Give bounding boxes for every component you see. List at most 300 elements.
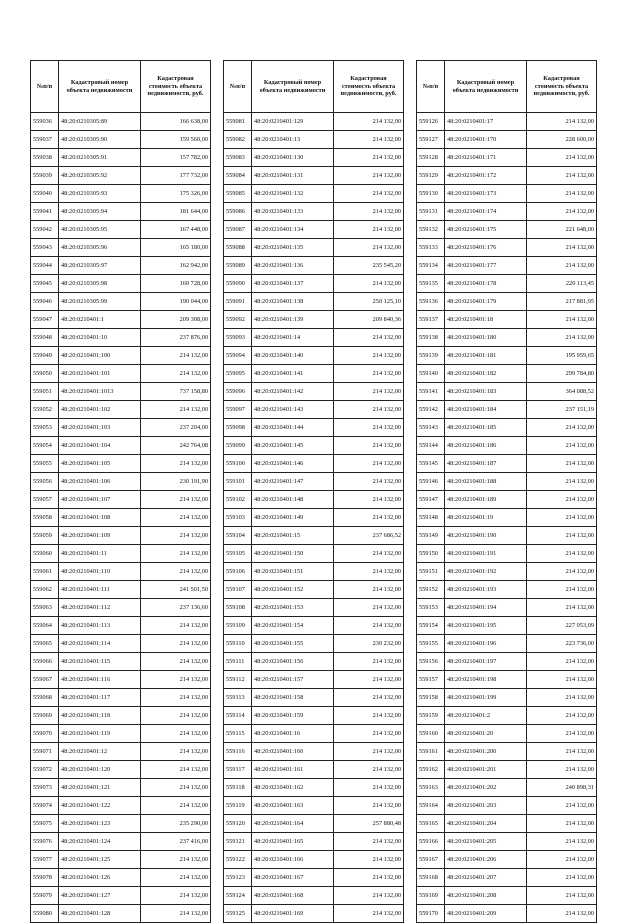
row-number: 559051 — [31, 383, 59, 401]
cadastral-number: 48:20:0210401:14 — [252, 329, 334, 347]
cadastral-number: 48:20:0210401:143 — [252, 401, 334, 419]
table-row — [224, 527, 404, 545]
cadastral-number: 48:20:0210401:13 — [252, 131, 334, 149]
cadastral-value: 166 638,00 — [141, 113, 211, 131]
table-row — [31, 563, 211, 581]
cadastral-number: 48:20:0210401:195 — [445, 617, 527, 635]
row-number: 559044 — [31, 257, 59, 275]
cadastral-value: 214 132,00 — [527, 509, 597, 527]
row-number: 559058 — [31, 509, 59, 527]
cadastral-value: 214 132,00 — [334, 779, 404, 797]
cadastral-number: 48:20:0210401:131 — [252, 167, 334, 185]
cadastral-number: 48:20:0210401:188 — [445, 473, 527, 491]
cadastral-number: 48:20:0210401:118 — [59, 707, 141, 725]
table-row — [224, 725, 404, 743]
row-number: 559039 — [31, 167, 59, 185]
row-number: 559127 — [417, 131, 445, 149]
table-row — [417, 365, 597, 383]
row-number: 559160 — [417, 725, 445, 743]
cadastral-value: 214 132,00 — [527, 239, 597, 257]
table-row — [31, 779, 211, 797]
cadastral-value: 257 880,48 — [334, 815, 404, 833]
table-row — [224, 869, 404, 887]
cadastral-number: 48:20:0210401:191 — [445, 545, 527, 563]
table-row — [31, 725, 211, 743]
cadastral-value: 214 132,00 — [141, 653, 211, 671]
cadastral-number: 48:20:0210401:167 — [252, 869, 334, 887]
table-row — [224, 167, 404, 185]
table-row — [224, 599, 404, 617]
table-row — [417, 329, 597, 347]
table-row — [224, 491, 404, 509]
table-row — [417, 113, 597, 131]
cadastral-value: 230 191,90 — [141, 473, 211, 491]
row-number: 559073 — [31, 779, 59, 797]
cadastral-number: 48:20:0210305:90 — [59, 131, 141, 149]
table-row — [224, 851, 404, 869]
row-number: 559108 — [224, 599, 252, 617]
cadastral-value: 209 308,00 — [141, 311, 211, 329]
table-row — [31, 401, 211, 419]
cadastral-value: 214 132,00 — [527, 869, 597, 887]
cadastral-value: 214 132,00 — [334, 329, 404, 347]
row-number: 559104 — [224, 527, 252, 545]
row-number: 559112 — [224, 671, 252, 689]
cadastral-value: 214 132,00 — [334, 689, 404, 707]
row-number: 559081 — [224, 113, 252, 131]
cadastral-value: 214 132,00 — [141, 365, 211, 383]
table-row — [417, 581, 597, 599]
cadastral-value: 214 132,00 — [527, 527, 597, 545]
cadastral-value: 364 088,52 — [527, 383, 597, 401]
row-number: 559084 — [224, 167, 252, 185]
table-row — [31, 311, 211, 329]
cadastral-value: 160 728,00 — [141, 275, 211, 293]
row-number: 559042 — [31, 221, 59, 239]
cadastral-value: 214 132,00 — [141, 689, 211, 707]
cadastral-value: 214 132,00 — [527, 905, 597, 923]
cadastral-number: 48:20:0210305:99 — [59, 293, 141, 311]
cadastral-number: 48:20:0210401:11 — [59, 545, 141, 563]
row-number: 559163 — [417, 779, 445, 797]
cadastral-number: 48:20:0210401:151 — [252, 563, 334, 581]
cadastral-value: 214 132,00 — [334, 455, 404, 473]
cadastral-number: 48:20:0210401:17 — [445, 113, 527, 131]
cadastral-value: 214 132,00 — [527, 437, 597, 455]
cadastral-value: 195 959,65 — [527, 347, 597, 365]
cadastral-number: 48:20:0210305:94 — [59, 203, 141, 221]
table-row — [224, 779, 404, 797]
cadastral-number: 48:20:0210401:115 — [59, 653, 141, 671]
row-number: 559080 — [31, 905, 59, 923]
cadastral-number: 48:20:0210401:1013 — [59, 383, 141, 401]
row-number: 559043 — [31, 239, 59, 257]
cadastral-number: 48:20:0210401:171 — [445, 149, 527, 167]
cadastral-value: 214 132,00 — [334, 437, 404, 455]
row-number: 559091 — [224, 293, 252, 311]
row-number: 559169 — [417, 887, 445, 905]
table-row — [417, 815, 597, 833]
table-row — [417, 761, 597, 779]
cadastral-number: 48:20:0210401:16 — [252, 725, 334, 743]
table-row — [417, 311, 597, 329]
cadastral-value: 214 132,00 — [141, 545, 211, 563]
table-row — [224, 905, 404, 923]
row-number: 559062 — [31, 581, 59, 599]
table-row — [417, 401, 597, 419]
row-number: 559067 — [31, 671, 59, 689]
cadastral-value: 235 545,20 — [334, 257, 404, 275]
row-number: 559149 — [417, 527, 445, 545]
row-number: 559150 — [417, 545, 445, 563]
cadastral-number: 48:20:0210401:104 — [59, 437, 141, 455]
cadastral-number: 48:20:0210401:190 — [445, 527, 527, 545]
row-number: 559046 — [31, 293, 59, 311]
table-row — [417, 419, 597, 437]
cadastral-value: 214 132,00 — [334, 761, 404, 779]
cadastral-value: 214 132,00 — [141, 887, 211, 905]
cadastral-number: 48:20:0210401:203 — [445, 797, 527, 815]
header-cadastral: Кадастровый номер объекта недвижимости — [445, 61, 527, 113]
row-number: 559154 — [417, 617, 445, 635]
cadastral-number: 48:20:0210401:169 — [252, 905, 334, 923]
header-cadastral: Кадастровый номер объекта недвижимости — [59, 61, 141, 113]
cadastral-number: 48:20:0210401:110 — [59, 563, 141, 581]
table-row — [417, 185, 597, 203]
cadastral-value: 230 232,00 — [334, 635, 404, 653]
cadastral-value: 214 132,00 — [334, 221, 404, 239]
cadastral-value: 214 132,00 — [334, 401, 404, 419]
row-number: 559119 — [224, 797, 252, 815]
cadastral-value: 214 132,00 — [334, 581, 404, 599]
cadastral-value: 214 132,00 — [334, 347, 404, 365]
table-row — [224, 761, 404, 779]
cadastral-value: 214 132,00 — [527, 491, 597, 509]
row-number: 559116 — [224, 743, 252, 761]
cadastral-value: 214 132,00 — [141, 797, 211, 815]
cadastral-number: 48:20:0210401:140 — [252, 347, 334, 365]
row-number: 559132 — [417, 221, 445, 239]
header-row — [31, 61, 211, 113]
cadastral-number: 48:20:0210401:129 — [252, 113, 334, 131]
cadastral-number: 48:20:0210401:120 — [59, 761, 141, 779]
table-row — [417, 527, 597, 545]
cadastral-number: 48:20:0210401:19 — [445, 509, 527, 527]
cadastral-value: 214 132,00 — [334, 185, 404, 203]
row-number: 559145 — [417, 455, 445, 473]
cadastral-value: 214 132,00 — [334, 275, 404, 293]
table-row — [31, 581, 211, 599]
cadastral-value: 237 876,00 — [141, 329, 211, 347]
cadastral-value: 214 132,00 — [141, 455, 211, 473]
row-number: 559129 — [417, 167, 445, 185]
cadastral-value: 214 132,00 — [334, 887, 404, 905]
cadastral-value: 214 132,00 — [527, 797, 597, 815]
cadastral-value: 159 560,00 — [141, 131, 211, 149]
table-row — [417, 671, 597, 689]
table-row — [224, 149, 404, 167]
row-number: 559065 — [31, 635, 59, 653]
row-number: 559069 — [31, 707, 59, 725]
table-row — [31, 797, 211, 815]
table-row — [417, 635, 597, 653]
cadastral-value: 214 132,00 — [334, 419, 404, 437]
row-number: 559115 — [224, 725, 252, 743]
cadastral-number: 48:20:0210401:114 — [59, 635, 141, 653]
cadastral-value: 214 132,00 — [334, 905, 404, 923]
cadastral-value: 214 132,00 — [141, 563, 211, 581]
table-row — [417, 797, 597, 815]
table-row — [417, 203, 597, 221]
table-row — [417, 293, 597, 311]
cadastral-number: 48:20:0210305:92 — [59, 167, 141, 185]
cadastral-value: 162 942,00 — [141, 257, 211, 275]
cadastral-number: 48:20:0210401:105 — [59, 455, 141, 473]
table-row — [224, 329, 404, 347]
row-number: 559159 — [417, 707, 445, 725]
row-number: 559157 — [417, 671, 445, 689]
cadastral-value: 214 132,00 — [141, 779, 211, 797]
cadastral-value: 214 132,00 — [141, 347, 211, 365]
row-number: 559036 — [31, 113, 59, 131]
cadastral-number: 48:20:0210401:150 — [252, 545, 334, 563]
cadastral-value: 214 132,00 — [141, 509, 211, 527]
cadastral-number: 48:20:0210401:199 — [445, 689, 527, 707]
cadastral-number: 48:20:0210401:159 — [252, 707, 334, 725]
row-number: 559092 — [224, 311, 252, 329]
cadastral-value: 177 732,00 — [141, 167, 211, 185]
row-number: 559063 — [31, 599, 59, 617]
table-row — [31, 869, 211, 887]
cadastral-value: 214 132,00 — [527, 419, 597, 437]
cadastral-number: 48:20:0210305:93 — [59, 185, 141, 203]
cadastral-value: 220 113,45 — [527, 275, 597, 293]
row-number: 559049 — [31, 347, 59, 365]
row-number: 559168 — [417, 869, 445, 887]
row-number: 559166 — [417, 833, 445, 851]
table-row — [417, 545, 597, 563]
cadastral-number: 48:20:0210401:172 — [445, 167, 527, 185]
table-row — [417, 833, 597, 851]
cadastral-number: 48:20:0210401:202 — [445, 779, 527, 797]
cadastral-number: 48:20:0210305:95 — [59, 221, 141, 239]
cadastral-value: 214 132,00 — [334, 203, 404, 221]
cadastral-number: 48:20:0210401:123 — [59, 815, 141, 833]
cadastral-value: 241 501,50 — [141, 581, 211, 599]
row-number: 559130 — [417, 185, 445, 203]
cadastral-number: 48:20:0210401:174 — [445, 203, 527, 221]
table-row — [417, 131, 597, 149]
table-row — [31, 383, 211, 401]
row-number: 559096 — [224, 383, 252, 401]
row-number: 559078 — [31, 869, 59, 887]
cadastral-value: 214 132,00 — [527, 185, 597, 203]
table-row — [31, 689, 211, 707]
row-number: 559047 — [31, 311, 59, 329]
cadastral-number: 48:20:0210401:187 — [445, 455, 527, 473]
cadastral-number: 48:20:0210401:183 — [445, 383, 527, 401]
row-number: 559099 — [224, 437, 252, 455]
cadastral-number: 48:20:0210401:156 — [252, 653, 334, 671]
table-row — [31, 221, 211, 239]
table-row — [224, 293, 404, 311]
cadastral-value: 237 686,52 — [334, 527, 404, 545]
row-number: 559040 — [31, 185, 59, 203]
cadastral-value: 299 784,80 — [527, 365, 597, 383]
row-number: 559053 — [31, 419, 59, 437]
table-row — [417, 599, 597, 617]
cadastral-value: 214 132,00 — [141, 527, 211, 545]
row-number: 559137 — [417, 311, 445, 329]
cadastral-number: 48:20:0210401:126 — [59, 869, 141, 887]
cadastral-value: 214 132,00 — [334, 797, 404, 815]
cadastral-value: 214 132,00 — [527, 563, 597, 581]
table-row — [31, 185, 211, 203]
table-row — [224, 455, 404, 473]
row-number: 559087 — [224, 221, 252, 239]
table-row — [224, 671, 404, 689]
cadastral-number: 48:20:0210401:113 — [59, 617, 141, 635]
table-row — [31, 293, 211, 311]
cadastral-number: 48:20:0210401:144 — [252, 419, 334, 437]
cadastral-value: 242 764,08 — [141, 437, 211, 455]
cadastral-number: 48:20:0210401:148 — [252, 491, 334, 509]
table-row — [31, 617, 211, 635]
table-row — [31, 653, 211, 671]
cadastral-number: 48:20:0210401:189 — [445, 491, 527, 509]
row-number: 559077 — [31, 851, 59, 869]
cadastral-number: 48:20:0210401:18 — [445, 311, 527, 329]
cadastral-number: 48:20:0210401:175 — [445, 221, 527, 239]
cadastral-number: 48:20:0210401:163 — [252, 797, 334, 815]
row-number: 559050 — [31, 365, 59, 383]
table-row — [417, 149, 597, 167]
row-number: 559138 — [417, 329, 445, 347]
row-number: 559121 — [224, 833, 252, 851]
cadastral-number: 48:20:0210401:173 — [445, 185, 527, 203]
cadastral-number: 48:20:0210305:98 — [59, 275, 141, 293]
table-row — [31, 113, 211, 131]
row-number: 559064 — [31, 617, 59, 635]
row-number: 559082 — [224, 131, 252, 149]
table-row — [417, 653, 597, 671]
cadastral-number: 48:20:0210401:130 — [252, 149, 334, 167]
table-row — [224, 257, 404, 275]
cadastral-number: 48:20:0210401:146 — [252, 455, 334, 473]
table-row — [417, 347, 597, 365]
table-row — [224, 221, 404, 239]
cadastral-value: 214 132,00 — [334, 725, 404, 743]
row-number: 559134 — [417, 257, 445, 275]
row-number: 559075 — [31, 815, 59, 833]
row-number: 559148 — [417, 509, 445, 527]
row-number: 559061 — [31, 563, 59, 581]
row-number: 559088 — [224, 239, 252, 257]
row-number: 559141 — [417, 383, 445, 401]
cadastral-value: 165 180,00 — [141, 239, 211, 257]
cadastral-value: 214 132,00 — [527, 311, 597, 329]
cadastral-value: 214 132,00 — [527, 725, 597, 743]
cadastral-number: 48:20:0210401:112 — [59, 599, 141, 617]
table-row — [224, 239, 404, 257]
table-row — [31, 743, 211, 761]
cadastral-number: 48:20:0210401:15 — [252, 527, 334, 545]
cadastral-number: 48:20:0210401:162 — [252, 779, 334, 797]
table-row — [417, 779, 597, 797]
row-number: 559090 — [224, 275, 252, 293]
row-number: 559123 — [224, 869, 252, 887]
cadastral-value: 214 132,00 — [527, 653, 597, 671]
row-number: 559128 — [417, 149, 445, 167]
row-number: 559083 — [224, 149, 252, 167]
cadastral-value: 214 132,00 — [334, 509, 404, 527]
cadastral-value: 214 132,00 — [527, 851, 597, 869]
cadastral-number: 48:20:0210401:157 — [252, 671, 334, 689]
row-number: 559079 — [31, 887, 59, 905]
cadastral-value: 175 326,00 — [141, 185, 211, 203]
cadastral-number: 48:20:0210401:111 — [59, 581, 141, 599]
row-number: 559048 — [31, 329, 59, 347]
row-number: 559059 — [31, 527, 59, 545]
cadastral-number: 48:20:0210305:91 — [59, 149, 141, 167]
row-number: 559089 — [224, 257, 252, 275]
row-number: 559170 — [417, 905, 445, 923]
register-table-1 — [30, 60, 211, 923]
cadastral-value: 214 132,00 — [527, 689, 597, 707]
table-row — [224, 113, 404, 131]
row-number: 559070 — [31, 725, 59, 743]
cadastral-value: 214 132,00 — [334, 833, 404, 851]
table-row — [224, 833, 404, 851]
row-number: 559146 — [417, 473, 445, 491]
row-number: 559086 — [224, 203, 252, 221]
cadastral-number: 48:20:0210401:178 — [445, 275, 527, 293]
table-row — [31, 671, 211, 689]
table-row — [224, 419, 404, 437]
row-number: 559124 — [224, 887, 252, 905]
table-row — [224, 473, 404, 491]
table-row — [417, 491, 597, 509]
table-row — [417, 689, 597, 707]
cadastral-number: 48:20:0210401:152 — [252, 581, 334, 599]
row-number: 559122 — [224, 851, 252, 869]
row-number: 559164 — [417, 797, 445, 815]
table-row — [417, 509, 597, 527]
cadastral-number: 48:20:0210401:164 — [252, 815, 334, 833]
cadastral-value: 167 448,00 — [141, 221, 211, 239]
table-row — [417, 905, 597, 923]
cadastral-number: 48:20:0210401:201 — [445, 761, 527, 779]
row-number: 559126 — [417, 113, 445, 131]
cadastral-value: 214 132,00 — [527, 545, 597, 563]
table-row — [417, 473, 597, 491]
table-row — [224, 131, 404, 149]
cadastral-value: 214 132,00 — [527, 707, 597, 725]
table-row — [224, 743, 404, 761]
cadastral-number: 48:20:0210401:194 — [445, 599, 527, 617]
header-row — [224, 61, 404, 113]
cadastral-number: 48:20:0210401:154 — [252, 617, 334, 635]
cadastral-number: 48:20:0210401:197 — [445, 653, 527, 671]
cadastral-value: 214 132,00 — [334, 131, 404, 149]
table-row — [224, 563, 404, 581]
cadastral-number: 48:20:0210401:134 — [252, 221, 334, 239]
row-number: 559147 — [417, 491, 445, 509]
row-number: 559152 — [417, 581, 445, 599]
cadastral-number: 48:20:0210401:196 — [445, 635, 527, 653]
table-row — [224, 617, 404, 635]
row-number: 559103 — [224, 509, 252, 527]
